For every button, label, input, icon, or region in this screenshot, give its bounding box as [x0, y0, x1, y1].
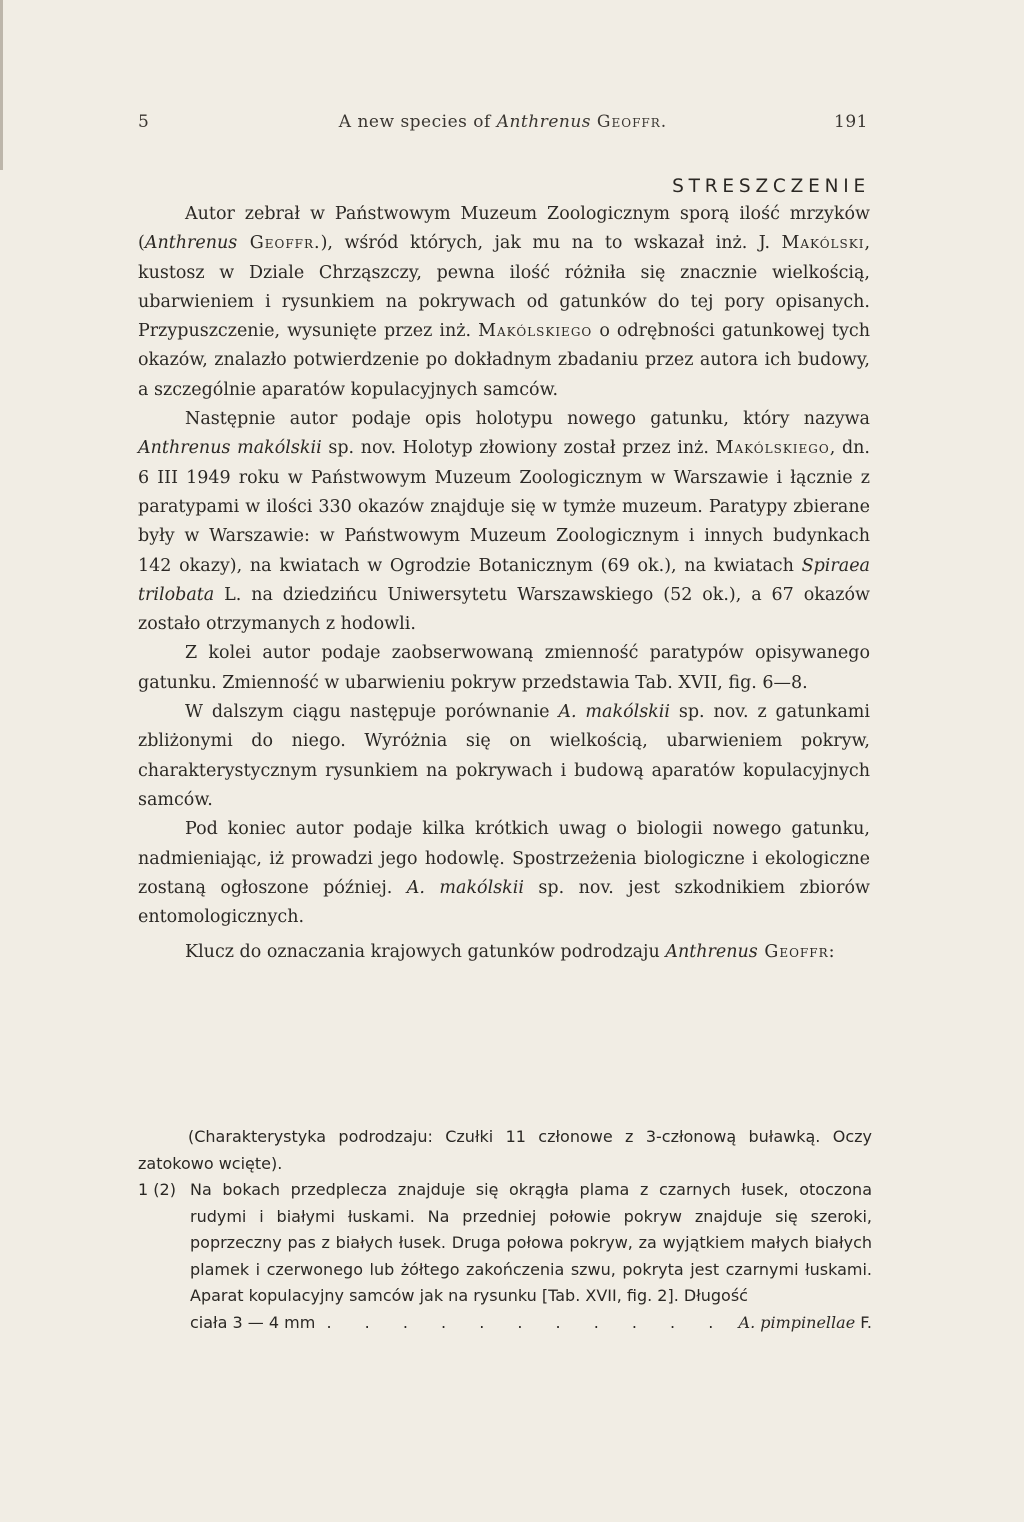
- key-item-last-line: ciała 3 — 4 mm . . . . . . . . . . . A. pimpinellae F.: [190, 1310, 872, 1337]
- summary-body: [138, 200, 870, 968]
- key-species: A. pimpinellae F.: [738, 1312, 872, 1332]
- leader-dots: . . . . . . . . . . .: [326, 1312, 728, 1332]
- paragraph: Klucz do oznaczania krajowych gatunków podrodzaju Anthrenus Geoffr:: [185, 942, 835, 963]
- scan-edge-mark: [0, 0, 3, 170]
- key-intro: (Charakterystyka podrodzaju: Czułki 11 członowe z 3-członową buławką. Oczy zatokowo wcięte).: [138, 1127, 872, 1173]
- key-item: [138, 1177, 872, 1336]
- identification-key: [138, 1124, 872, 1336]
- key-item-number: 1 (2): [138, 1180, 176, 1199]
- running-title: A new species of Anthrenus Geoffr.: [338, 112, 668, 132]
- page-number: 191: [834, 112, 868, 132]
- paragraph: Następnie autor podaje opis holotypu nowego gatunku, który nazywa Anthrenus makólskii sp. nov. Holotyp złowiony został przez inż. Makólskiego, dn. 6 III 1949 roku w Państwowym Muzeum Zoologicznym w Warszawie i łącznie z paratypami w ilości 330 okazów znajduje się w tymże muzeum. Paratypy zbierane były w Warszawie: w Państwowym Muzeum Zoologicznym i innych budynkach 142 okazy), na kwiatach w Ogrodzie Botanicznym (69 ok.), na kwiatach Spiraea trilobata L. na dziedzińcu Uniwersytetu Warszawskiego (52 ok.), a 67 okazów zostało otrzymanych z hodowli.: [138, 409, 870, 635]
- paragraph: Autor zebrał w Państwowym Muzeum Zoologicznym sporą ilość mrzyków (Anthrenus Geoffr.), wśród których, jak mu na to wskazał inż. J. Makólski, kustosz w Dziale Chrząszczy, pewna ilość różniła się znacznie wielkością, ubarwieniem i rysunkiem na pokrywach od gatunków do tej pory opisanych. Przypuszczenie, wysunięte przez inż. Makólskiego o odrębności gatunkowej tych okazów, znalazło potwierdzenie po dokładnym zbadaniu przez autora ich budowy, a szczególnie aparatów kopulacyjnych samców.: [138, 204, 871, 400]
- paragraph: Z kolei autor podaje zaobserwowaną zmienność paratypów opisywanego gatunku. Zmienność w ubarwieniu pokryw przedstawia Tab. XVII, fig. 6—8.: [138, 643, 870, 693]
- key-item-text: Na bokach przedplecza znajduje się okrągła plama z czarnych łusek, otoczona rudymi i białymi łuskami. Na przedniej połowie pokryw znajduje się szeroki, poprzeczny pas z białych łusek. Druga połowa pokryw, za wyjątkiem małych białych plamek i czerwonego lub żółtego zakończenia szwu, pokryta jest czarnymi łuskami. Aparat kopulacyjny samców jak na rysunku [Tab. XVII, fig. 2]. Długość: [190, 1180, 872, 1305]
- paragraph: W dalszym ciągu następuje porównanie A. makólskii sp. nov. z gatunkami zbliżonymi do niego. Wyróżnia się on wielkością, ubarwieniem pokryw, charakterystycznym rysunkiem na pokrywach i budową aparatów kopulacyjnych samców.: [138, 702, 870, 810]
- paragraph: Pod koniec autor podaje kilka krótkich uwag o biologii nowego gatunku, nadmieniając, iż prowadzi jego hodowlę. Spostrzeżenia biologiczne i ekologiczne zostaną ogłoszone później. A. makólskii sp. nov. jest szkodnikiem zbiorów entomologicznych.: [138, 819, 870, 928]
- running-header: [138, 112, 868, 138]
- section-number: 5: [138, 112, 150, 132]
- section-heading: STRESZCZENIE: [672, 176, 870, 197]
